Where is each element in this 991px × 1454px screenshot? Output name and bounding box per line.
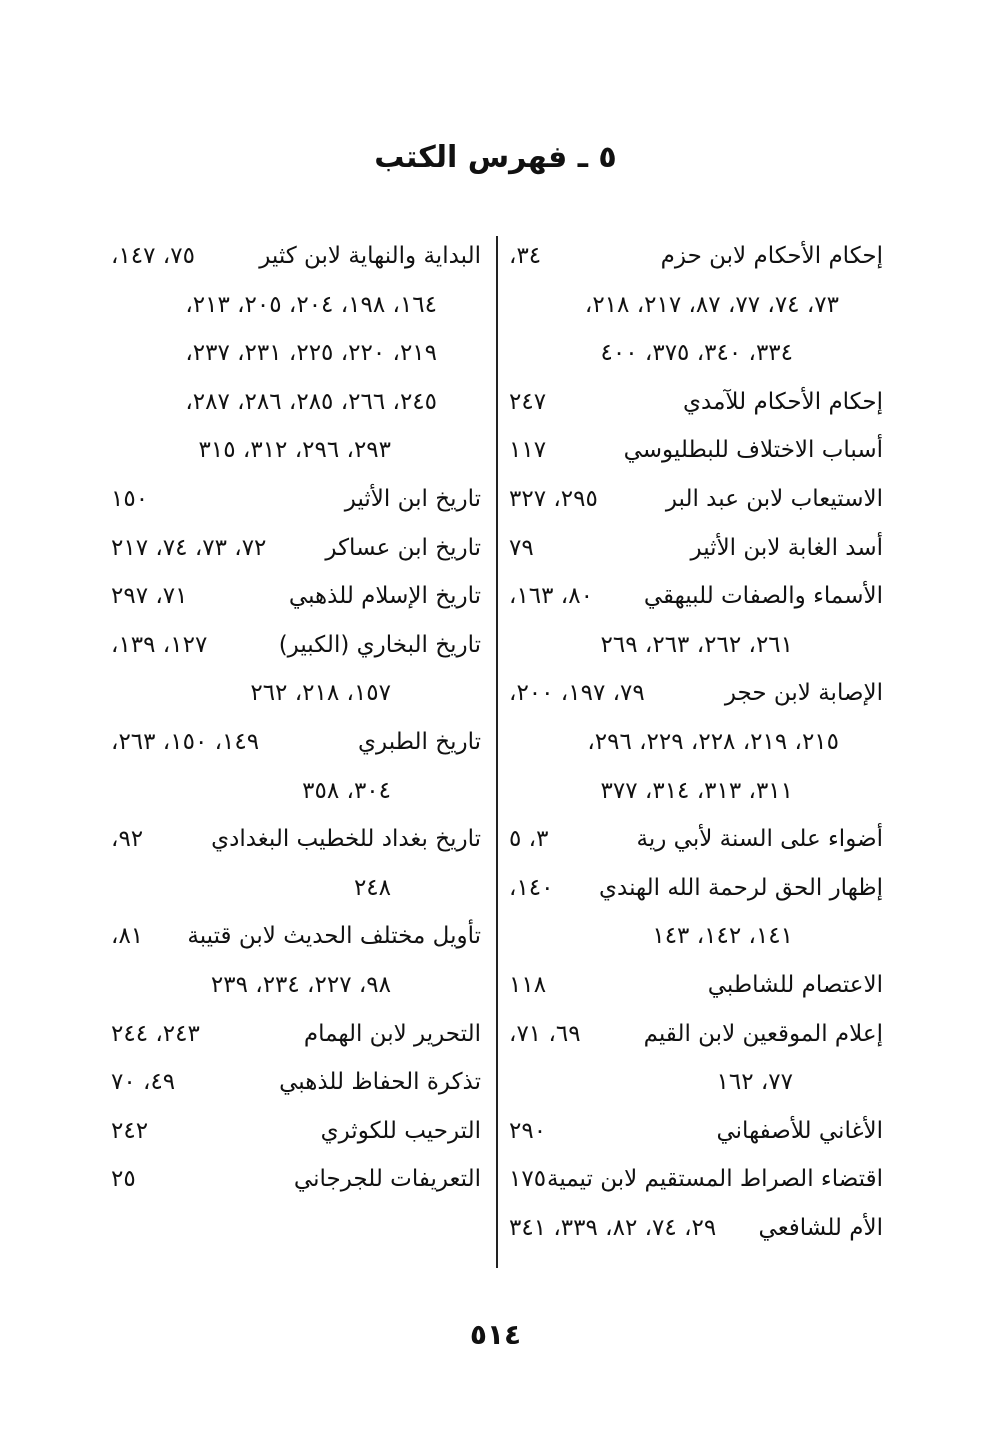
entry-pages: ١٦٤، ١٩٨، ٢٠٤، ٢٠٥، ٢١٣، (185, 291, 437, 318)
index-entry (105, 621, 481, 670)
index-entry (105, 524, 481, 573)
index-entry (503, 1155, 883, 1204)
index-column-right (503, 232, 883, 1252)
entry-pages: ٩٨، ٢٢٧، ٢٣٤، ٢٣٩ (210, 971, 391, 998)
entry-title: تاريخ ابن الأثير (344, 485, 481, 512)
entry-pages: ١٤٠، (509, 874, 554, 901)
entry-title: الإصابة لابن حجر (724, 680, 883, 707)
entry-title: أسد الغابة لابن الأثير (690, 534, 883, 561)
index-entry-continuation (503, 329, 883, 378)
entry-pages: ٢٩٣، ٢٩٦، ٣١٢، ٣١٥ (198, 437, 391, 464)
entry-pages: ٨١، (111, 923, 144, 950)
index-entry (105, 1107, 481, 1156)
entry-title: تاريخ ابن عساكر (325, 534, 481, 561)
entry-pages: ٢٤٨ (353, 874, 391, 901)
index-entry (503, 524, 883, 573)
entry-title: أضواء على السنة لأبي رية (636, 826, 883, 853)
entry-title: الأغاني للأصفهاني (716, 1117, 883, 1144)
index-entry-continuation (503, 621, 883, 670)
entry-title: اقتضاء الصراط المستقيم لابن تيمية (546, 1166, 883, 1193)
index-entry-continuation (105, 281, 481, 330)
index-entry (503, 1010, 883, 1059)
entry-pages: ٧٧، ١٦٢ (716, 1069, 793, 1096)
entry-title: إحكام الأحكام لابن حزم (660, 243, 883, 269)
index-entry (503, 864, 883, 913)
entry-pages: ٦٩، ٧١، (509, 1020, 581, 1047)
entry-pages: ١٤٩، ١٥٠، ٢٦٣، (111, 728, 260, 755)
entry-title: الاستيعاب لابن عبد البر (665, 485, 883, 512)
index-entry-continuation (105, 669, 481, 718)
entry-title: إعلام الموقعين لابن القيم (643, 1020, 883, 1047)
index-entry-continuation (105, 961, 481, 1010)
entry-pages: ٧٣، ٧٤، ٧٧، ٨٧، ٢١٧، ٢١٨، (584, 291, 839, 318)
index-entry (503, 961, 883, 1010)
entry-pages: ٢١٥، ٢١٩، ٢٢٨، ٢٢٩، ٢٩٦، (587, 728, 839, 755)
index-entry (105, 475, 481, 524)
index-entry (105, 718, 481, 767)
index-entry-continuation (105, 864, 481, 913)
entry-title: إحكام الأحكام للآمدي (683, 388, 883, 415)
entry-title: إظهار الحق لرحمة الله الهندي (599, 874, 883, 901)
index-entry-continuation (503, 767, 883, 816)
entry-pages: ٣٤، (509, 243, 542, 269)
index-entry (503, 475, 883, 524)
entry-pages: ١٢٧، ١٣٩، (111, 631, 208, 658)
index-column-left (105, 232, 481, 1204)
entry-pages: ٧٩ (509, 534, 534, 561)
entry-pages: ٩٢، (111, 826, 144, 853)
index-entry-continuation (503, 912, 883, 961)
index-entry-continuation (503, 281, 883, 330)
entry-title: التحرير لابن الهمام (303, 1020, 481, 1047)
entry-title: الاعتصام للشاطبي (707, 971, 883, 998)
index-entry-continuation (105, 329, 481, 378)
index-entry (503, 1107, 883, 1156)
entry-title: أسباب الاختلاف للبطليوسي (623, 437, 883, 464)
index-entry (503, 1204, 883, 1253)
index-entry-continuation (105, 378, 481, 427)
index-entry (503, 669, 883, 718)
entry-title: تاريخ الطبري (358, 728, 481, 755)
entry-pages: ٣، ٥ (509, 826, 549, 853)
index-entry-continuation (503, 1058, 883, 1107)
entry-pages: ٢٤٢ (111, 1117, 149, 1144)
index-entry (503, 378, 883, 427)
entry-pages: ٢٩٠ (509, 1117, 547, 1144)
entry-pages: ٢٩، ٧٤، ٨٢، ٣٣٩، ٣٤١ (509, 1214, 717, 1241)
entry-title: التعريفات للجرجاني (293, 1166, 481, 1193)
entry-pages: ٢٦١، ٢٦٢، ٢٦٣، ٢٦٩ (600, 631, 793, 658)
entry-pages: ٣١١، ٣١٣، ٣١٤، ٣٧٧ (600, 777, 793, 804)
index-entry (105, 1058, 481, 1107)
entry-title: تذكرة الحفاظ للذهبي (279, 1069, 481, 1096)
entry-pages: ٧٩، ١٩٧، ٢٠٠، (509, 680, 645, 707)
entry-pages: ١٥٧، ٢١٨، ٢٦٢ (250, 680, 391, 707)
index-entry (503, 815, 883, 864)
index-entry (503, 426, 883, 475)
entry-pages: ٢٤٥، ٢٦٦، ٢٨٥، ٢٨٦، ٢٨٧، (185, 388, 437, 415)
entry-pages: ٨٠، ١٦٣، (509, 583, 593, 610)
index-entry (105, 232, 481, 281)
entry-title: الأسماء والصفات للبيهقي (643, 583, 883, 610)
entry-pages: ٢١٩، ٢٢٠، ٢٢٥، ٢٣١، ٢٣٧، (185, 340, 437, 367)
index-entry (105, 1010, 481, 1059)
page-number: ٥١٤ (469, 1318, 522, 1351)
index-entry-continuation (503, 718, 883, 767)
entry-pages: ١٤١، ١٤٢، ١٤٣ (652, 923, 793, 950)
index-entry (105, 1155, 481, 1204)
index-entry (105, 912, 481, 961)
entry-pages: ١١٧ (509, 437, 547, 464)
entry-pages: ٢٤٧ (509, 388, 547, 415)
entry-title: تأويل مختلف الحديث لابن قتيبة (187, 923, 481, 950)
index-entry (503, 232, 883, 281)
entry-title: البداية والنهاية لابن كثير (259, 243, 481, 269)
entry-title: تاريخ الإسلام للذهبي (288, 583, 481, 610)
page-title: ٥ ـ فهرس الكتب (374, 140, 617, 175)
entry-pages: ٧١، ٢٩٧ (111, 583, 188, 610)
entry-title: تاريخ بغداد للخطيب البغدادي (211, 826, 481, 853)
entry-title: الأم للشافعي (758, 1214, 883, 1241)
index-entry (105, 815, 481, 864)
entry-pages: ١١٨ (509, 971, 547, 998)
entry-pages: ٤٩، ٧٠ (111, 1069, 176, 1096)
entry-pages: ١٧٥ (509, 1166, 547, 1193)
column-divider (496, 236, 498, 1268)
entry-pages: ١٥٠ (111, 485, 149, 512)
index-entry (105, 572, 481, 621)
index-entry-continuation (105, 426, 481, 475)
entry-pages: ٣٣٤، ٣٤٠، ٣٧٥، ٤٠٠ (600, 340, 793, 367)
entry-pages: ٢٤٣، ٢٤٤ (111, 1020, 200, 1047)
entry-pages: ٧٥، ١٤٧، (111, 243, 195, 269)
entry-title: تاريخ البخاري (الكبير) (278, 631, 481, 658)
entry-pages: ٣٠٤، ٣٥٨ (302, 777, 391, 804)
entry-title: الترحيب للكوثري (320, 1117, 481, 1144)
entry-pages: ٢٥ (111, 1166, 136, 1193)
index-entry-continuation (105, 767, 481, 816)
entry-pages: ٧٢، ٧٣، ٧٤، ٢١٧ (111, 534, 267, 561)
entry-pages: ٢٩٥، ٣٢٧ (509, 485, 598, 512)
index-entry (503, 572, 883, 621)
